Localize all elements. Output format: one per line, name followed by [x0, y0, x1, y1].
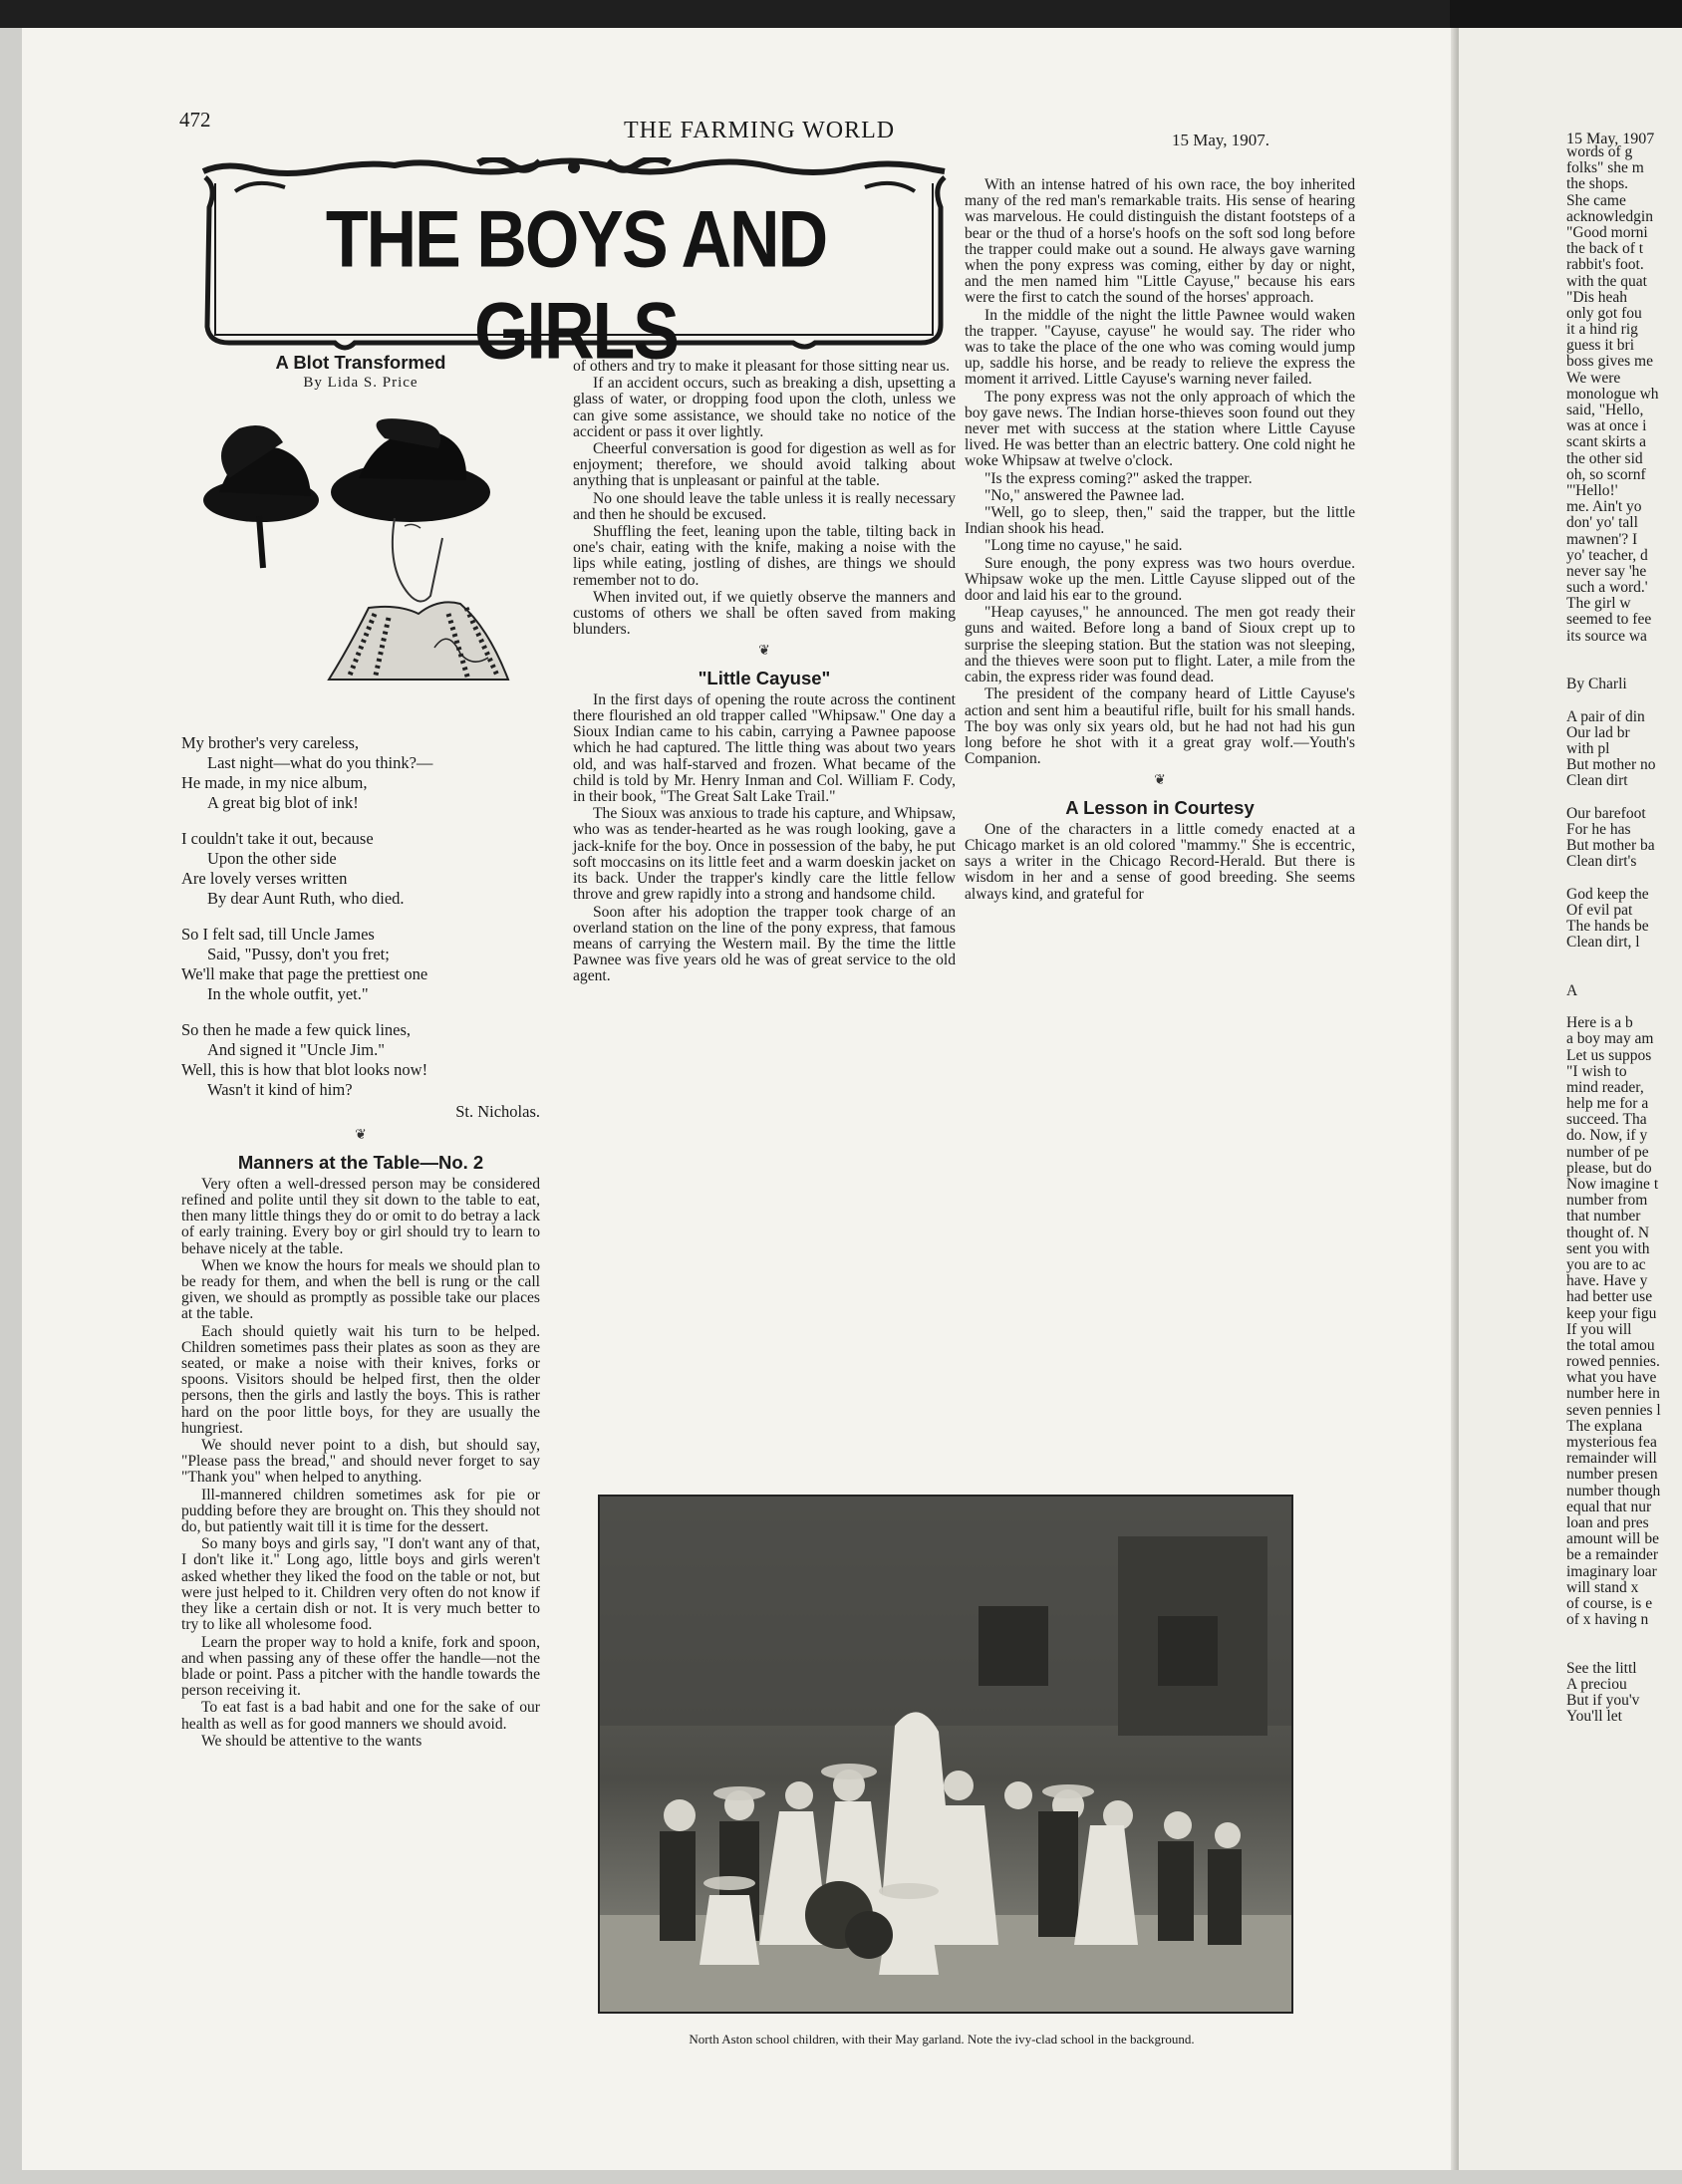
paragraph: Cheerful conversation is good for digestion as well as for enjoyment; therefore, we should avoid talking about anything that is unpleasant or painful at the table.: [573, 440, 956, 490]
publication-title: THE FARMING WORLD: [624, 118, 896, 143]
next-page-line: rabbit's foot.: [1566, 256, 1644, 274]
poem-line: He made, in my nice album,: [181, 773, 368, 793]
next-page-line: oh, so scornf: [1566, 465, 1646, 483]
next-page-line: "Dis heah: [1566, 288, 1627, 306]
poem-title: A Blot Transformed: [275, 352, 446, 373]
poem-line: In the whole outfit, yet.": [207, 984, 369, 1004]
paragraph: "No," answered the Pawnee lad.: [984, 486, 1185, 504]
paragraph: We should be attentive to the wants: [201, 1732, 422, 1750]
next-page-line: number presen: [1566, 1466, 1658, 1484]
poem-byline: By Lida S. Price: [303, 375, 419, 392]
next-page-line: Clean dirt, l: [1566, 934, 1640, 952]
poem-stanza: [181, 925, 540, 1004]
paragraph: When we know the hours for meals we should plan to be ready for them, and when the bell is rung or the call given, we should as promptly as possible take our places at the table.: [181, 1256, 540, 1323]
next-page-line: have. Have y: [1566, 1272, 1648, 1290]
next-page-line: the shops.: [1566, 175, 1628, 193]
next-page-line: what you have: [1566, 1369, 1657, 1387]
article-title: Manners at the Table—No. 2: [237, 1151, 484, 1173]
next-page-line: of course, is e: [1566, 1594, 1653, 1612]
next-page-line: But if you'v: [1566, 1692, 1640, 1709]
poem-body: [181, 733, 540, 1122]
next-page-line: Clean dirt: [1566, 772, 1628, 790]
next-page-line: amount will be: [1566, 1530, 1659, 1548]
paragraph: No one should leave the table unless it is really necessary and then he should be excused.: [573, 489, 956, 523]
next-page-line: the back of t: [1566, 240, 1644, 258]
paragraph: "Long time no cayuse," he said.: [984, 537, 1183, 555]
next-page-line: God keep the: [1566, 885, 1649, 903]
paragraph: Sure enough, the pony express was two hours overdue. Whipsaw woke up the men. Little Cayuse slipped out of the door and laid his ear to the ground.: [965, 554, 1355, 605]
next-page-line: with pl: [1566, 739, 1610, 757]
next-page-line: such a word.': [1566, 579, 1648, 597]
next-page-line: mind reader,: [1566, 1078, 1644, 1096]
paragraph: In the first days of opening the route across the continent there flourished an old trapper called "Whipsaw." One day a Sioux Indian came to his cabin, carrying a Pawnee papoose which he had captured. The little thing was about two years old, and was half-starved and frozen. What became of the child is told by Mr. Henry Inman and Col. William F. Cody, in their book, "The Great Salt Lake Trail.": [573, 690, 956, 806]
next-page-line: A pair of din: [1566, 707, 1645, 725]
paragraph: Ill-mannered children sometimes ask for pie or pudding before they are brought on. This they should not do, but patiently wait till it is time for the dessert.: [181, 1486, 540, 1536]
next-page-line: Our barefoot: [1566, 804, 1646, 822]
next-page-line: [1566, 967, 1676, 983]
banner-title: THE BOYS AND GIRLS: [325, 194, 827, 376]
poem-line: By dear Aunt Ruth, who died.: [207, 889, 405, 909]
paragraph: With an intense hatred of his own race, the boy inherited many of the red man's remarkable traits. His sense of hearing was marvelous. He could distinguish the distant footsteps of a bear or the thud of a horse's hoofs on the soft sod long before the trapper could make out a sound. He always gave warning when the pony express was coming, either by day or night, and the men named him "Little Cayuse," because his ears were the first to catch the sound of the horses' approach.: [965, 176, 1355, 307]
paragraph: The Sioux was anxious to trade his capture, and Whipsaw, who was as tender-hearted as he was rough looking, gave a jack-knife for the boy. Once in possession of the baby, he put soft moccasins on its little feet and a warm doeskin jacket on its back. Under the trapper's kindly care the little fellow throve and grew rapidly into a strong and handsome child.: [573, 805, 956, 904]
next-page-line: sent you with: [1566, 1239, 1650, 1257]
scan-top-border: [0, 0, 1682, 28]
next-page-line: was at once i: [1566, 417, 1647, 435]
poem-line: A great big blot of ink!: [207, 793, 359, 813]
next-page-line: [1566, 951, 1676, 966]
poem-line: Wasn't it kind of him?: [207, 1080, 353, 1100]
paragraph: "Heap cayuses," he announced. The men got ready their guns and waited. Before long a band of Sioux crept up to surprise the sleeping station. But the station was not sleeping, and the thieves were soon put to flight. Later, a mile from the cabin, the express rider was found dead.: [965, 604, 1355, 686]
paragraph: In the middle of the night the little Pawnee would waken the trapper. "Cayuse, cayuse" he would say. The rider who was to take the place of the one who was coming would jump up, saddle his horse, and be ready to relieve the express the moment it arrived. Little Cayuse's warning never failed.: [965, 306, 1355, 389]
next-page-line: Our lad br: [1566, 723, 1630, 741]
next-page-date: 15 May, 1907: [1566, 131, 1655, 147]
next-page-line: of x having n: [1566, 1611, 1649, 1629]
next-page-line: mawnen'? I: [1566, 530, 1638, 548]
next-page-line: loan and pres: [1566, 1513, 1649, 1531]
next-page-line: [1566, 1644, 1676, 1660]
next-page-line: [1566, 661, 1676, 677]
poem-line: And signed it "Uncle Jim.": [207, 1040, 385, 1060]
next-page-line: monologue wh: [1566, 385, 1659, 403]
next-page-line: it a hind rig: [1566, 321, 1638, 339]
issue-date: 15 May, 1907.: [1172, 131, 1270, 149]
next-page-line: had better use: [1566, 1288, 1653, 1306]
next-page-line: folks" she m: [1566, 159, 1644, 177]
next-page-line: "I wish to: [1566, 1062, 1627, 1080]
paragraph: Each should quietly wait his turn to be helped. Children sometimes pass their plates as soon as they are seated, or make a noise with their knives, forks or spoons. Visitors should be helped first, then the older persons, then the girls and lastly the boys. This is rather hard on the poor little boys, for they are usually the hungriest.: [181, 1322, 540, 1437]
next-page-line: help me for a: [1566, 1095, 1649, 1113]
next-page-line: Here is a b: [1566, 1014, 1633, 1032]
paragraph: Learn the proper way to hold a knife, fork and spoon, and when passing any of these offer the handle—not the blade or point. Pass a pitcher with the handle towards the person receiving it.: [181, 1633, 540, 1700]
next-page-line: succeed. Tha: [1566, 1111, 1647, 1129]
next-page-line: imaginary loar: [1566, 1562, 1657, 1580]
next-page-line: guess it bri: [1566, 337, 1635, 355]
next-page-line: will stand x: [1566, 1578, 1639, 1596]
paragraph: The president of the company heard of Little Cayuse's action and sent him a beautiful rifle, built for his small hands. The boy was only six years old, but he had not had his gun long before he shot with it a great gray wolf.—Youth's Companion.: [965, 685, 1355, 768]
next-page-line: please, but do: [1566, 1159, 1652, 1177]
photo-caption: North Aston school children, with their May garland. Note the ivy-clad school in the background.: [689, 2032, 1195, 2047]
next-page-line: [1566, 645, 1676, 661]
paragraph: Soon after his adoption the trapper took charge of an overland station on the line of the pony express, that famous means of carrying the Western mail. By the time the little Pawnee was five years old he was of great service to the old agent.: [573, 903, 956, 985]
next-page-line: A preciou: [1566, 1675, 1627, 1693]
poem-line: Said, "Pussy, don't you fret;: [207, 945, 390, 964]
next-page-line: number here in: [1566, 1385, 1660, 1403]
section-divider-icon: ❦: [1154, 773, 1166, 789]
article-title: "Little Cayuse": [698, 667, 831, 688]
next-page-line: do. Now, if y: [1566, 1127, 1648, 1145]
paragraph: "Well, go to sleep, then," said the trapper, but the little Indian shook his head.: [965, 504, 1355, 538]
next-page-line: with the quat: [1566, 272, 1647, 290]
next-page-line: thought of. N: [1566, 1224, 1650, 1241]
poem-stanza: [181, 829, 540, 909]
next-page-line: The hands be: [1566, 918, 1649, 935]
next-page-line: only got fou: [1566, 304, 1642, 322]
paragraph: When invited out, if we quietly observe the manners and customs of others we shall be often saved from making blunders.: [573, 588, 956, 639]
next-page-line: But mother ba: [1566, 837, 1655, 855]
poem-line: Are lovely verses written: [181, 869, 348, 889]
next-page-line: [1566, 692, 1676, 708]
next-page-line: don' yo' tall: [1566, 514, 1638, 532]
paragraph: "Is the express coming?" asked the trapper.: [984, 469, 1253, 487]
next-page-line: its source wa: [1566, 627, 1647, 645]
next-page-line: number from: [1566, 1192, 1648, 1210]
next-page-line: The girl w: [1566, 595, 1631, 613]
next-page-line: If you will: [1566, 1320, 1632, 1338]
poem-line: I couldn't take it out, because: [181, 829, 374, 849]
next-page-line: For he has: [1566, 820, 1631, 838]
poem-stanza: [181, 733, 540, 813]
poem-line: Well, this is how that blot looks now!: [181, 1060, 428, 1080]
next-page-line: number of pe: [1566, 1143, 1649, 1161]
article-title: A Lesson in Courtesy: [1065, 796, 1255, 818]
poem-source: St. Nicholas.: [455, 1102, 540, 1122]
paragraph: To eat fast is a bad habit and one for the sake of our health as well as for good manners we should avoid.: [181, 1699, 540, 1733]
column-1: [181, 345, 540, 1751]
next-page-line: [1566, 999, 1676, 1015]
next-page-line: yo' teacher, d: [1566, 546, 1648, 564]
next-page-line: [1566, 1628, 1676, 1644]
poem-stanza: [181, 1020, 540, 1100]
next-page-line: the total amou: [1566, 1336, 1655, 1354]
section-divider-icon: ❦: [758, 644, 770, 660]
next-page-column: [1566, 144, 1676, 1725]
next-page-line: Now imagine t: [1566, 1176, 1659, 1193]
next-page-line: remainder will: [1566, 1450, 1657, 1468]
next-page-line: acknowledgin: [1566, 207, 1653, 225]
next-page-line: By Charli: [1566, 676, 1627, 693]
next-page-line: number though: [1566, 1482, 1661, 1500]
paragraph: of others and try to make it pleasant for those sitting near us.: [573, 358, 951, 375]
next-page-line: seven pennies l: [1566, 1401, 1661, 1419]
next-page-line: [1566, 870, 1676, 886]
next-page-line: never say 'he: [1566, 562, 1647, 580]
next-page-line: "'Hello!': [1566, 481, 1618, 499]
poem-line: My brother's very careless,: [181, 733, 359, 753]
paragraph: We should never point to a dish, but should say, "Please pass the bread," and should never forget to say "Thank you" when helped to anything.: [181, 1437, 540, 1487]
next-page-line: be a remainder: [1566, 1546, 1659, 1564]
next-page-line: [1566, 790, 1676, 806]
next-page-line: the other sid: [1566, 449, 1643, 467]
next-page-line: seemed to fee: [1566, 611, 1652, 629]
column-3: [965, 177, 1355, 904]
next-page-line: boss gives me: [1566, 353, 1653, 371]
paragraph: Shuffling the feet, leaning upon the table, tilting back in one's chair, eating with the knife, making a noise with the lips while eating, jostling of dishes, are things we should remember not to do.: [573, 523, 956, 589]
next-page-line: You'll let: [1566, 1708, 1622, 1726]
next-page-line: Clean dirt's: [1566, 853, 1637, 871]
school-children-photo: [598, 1495, 1293, 2014]
poem-line: So I felt sad, till Uncle James: [181, 925, 375, 945]
next-page-line: mysterious fea: [1566, 1434, 1657, 1451]
next-page-line: words of g: [1566, 144, 1633, 160]
column-2: [573, 359, 956, 986]
poem-line: We'll make that page the prettiest one: [181, 964, 428, 984]
paragraph: If an accident occurs, such as breaking a dish, upsetting a glass of water, or dropping food upon the cloth, unless we can give some assistance, we should take no notice of the accident or pass it over lightly.: [573, 375, 956, 440]
next-page-line: that number: [1566, 1208, 1641, 1226]
next-page-line: "Good morni: [1566, 223, 1648, 241]
next-page-line: Let us suppos: [1566, 1046, 1652, 1064]
paragraph: Very often a well-dressed person may be considered refined and polite until they sit down to the table to eat, then many little things they do or omit to do betray a lack of early training. Every boy or girl should try to learn to behave nicely at the table.: [181, 1175, 540, 1257]
paragraph: The pony express was not the only approach of which the boy gave news. The Indian horse-thieves soon found out they never met with success at the station where Little Cayuse lived. He was better than an electric battery. One cold night he woke Whipsaw at twelve o'clock.: [965, 388, 1355, 470]
paragraph: So many boys and girls say, "I don't want any of that, I don't like it." Long ago, little boys and girls weren't asked whether they liked the food on the table or not, but were just helped to it. Children very often do not know if they like a certain dish or not. It is very much better to try to like all wholesome food.: [181, 1535, 540, 1634]
next-page-line: keep your figu: [1566, 1304, 1657, 1322]
next-page-line: We were: [1566, 369, 1621, 387]
next-page-line: equal that nur: [1566, 1498, 1652, 1515]
poem-line: Last night—what do you think?—: [207, 753, 433, 773]
next-page-line: rowed pennies.: [1566, 1353, 1660, 1371]
next-page-line: A: [1566, 981, 1578, 999]
next-page-line: scant skirts a: [1566, 433, 1647, 451]
next-page-line: a boy may am: [1566, 1030, 1654, 1048]
next-page-line: The explana: [1566, 1417, 1643, 1435]
poem-line: So then he made a few quick lines,: [181, 1020, 412, 1040]
paragraph: One of the characters in a little comedy enacted at a Chicago market is an old colored "mammy." She is eccentric, says a writer in the Chicago Record-Herald. But there is wisdom in her and a sense of good breeding. She seems always kind, and grateful for: [965, 820, 1355, 903]
illustration-space: [181, 397, 540, 733]
page-number: 472: [179, 108, 211, 132]
next-page-line: said, "Hello,: [1566, 402, 1644, 418]
next-page-line: Of evil pat: [1566, 901, 1633, 919]
section-divider-icon: ❦: [355, 1128, 367, 1144]
next-page-line: you are to ac: [1566, 1255, 1646, 1273]
next-page-line: See the littl: [1566, 1659, 1637, 1677]
poem-line: Upon the other side: [207, 849, 337, 869]
next-page-line: But mother no: [1566, 756, 1656, 774]
next-page-line: me. Ain't yo: [1566, 498, 1642, 516]
next-page-line: She came: [1566, 191, 1626, 209]
